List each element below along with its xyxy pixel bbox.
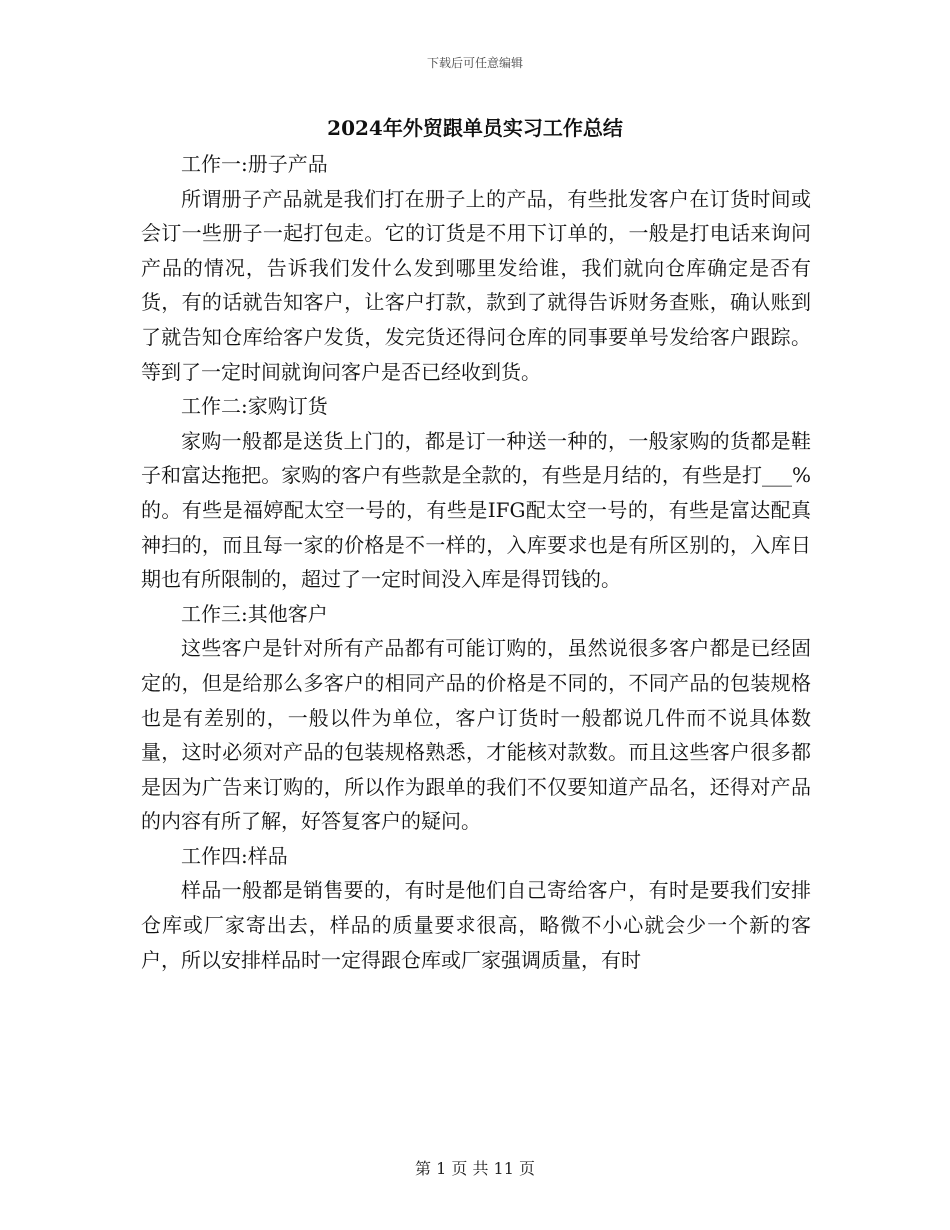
document-title: 2024年外贸跟单员实习工作总结 bbox=[327, 116, 623, 140]
section-heading-4: 工作四:样品 bbox=[181, 843, 288, 868]
section-heading-2: 工作二:家购订货 bbox=[181, 394, 328, 419]
page-number: 第 1 页 共 11 页 bbox=[415, 1159, 535, 1178]
section-heading-3: 工作三:其他客户 bbox=[181, 601, 328, 626]
header-note: 下载后可任意编辑 bbox=[426, 56, 523, 70]
body-paragraph-4: 样品一般都是销售要的，有时是他们自己寄给客户，有时是要我们安排仓库或厂家寄出去，样品的质量要求很高，略微不小心就会少一个新的客户，所以安排样品时一定得跟仓库或厂家强调质量，有时 bbox=[141, 878, 811, 972]
body-paragraph-3: 这些客户是针对所有产品都有可能订购的，虽然说很多客户都是已经固定的，但是给那么多客户的相同产品的价格是不同的，不同产品的包装规格也是有差别的，一般以件为单位，客户订货时一般都说几件而不说具体数量，这时必须对产品的包装规格熟悉，才能核对款数。而且这些客户很多都是因为广告来订购的，所以作为跟单的我们不仅要知道产品名，还得对产品的内容有所了解，好答复客户的疑问。 bbox=[141, 636, 811, 834]
body-paragraph-2: 家购一般都是送货上门的，都是订一种送一种的，一般家购的货都是鞋子和富达拖把。家购的客户有些款是全款的，有些是月结的，有些是打___%的。有些是福婷配太空一号的，有些是IFG配太空一号的，有些是富达配真神扫的，而且每一家的价格是不一样的，入库要求也是有所区别的，入库日期也有所限制的，超过了一定时间没入库是得罚钱的。 bbox=[141, 428, 811, 592]
document-body bbox=[141, 147, 811, 977]
body-paragraph-1: 所谓册子产品就是我们打在册子上的产品，有些批发客户在订货时间或会订一些册子一起打包走。它的订货是不用下订单的，一般是打电话来询问产品的情况，告诉我们发什么发到哪里发给谁，我们就向仓库确定是否有货，有的话就告知客户，让客户打款，款到了就得告诉财务查账，确认账到了就告知仓库给客户发货，发完货还得问仓库的同事要单号发给客户跟踪。等到了一定时间就询问客户是否已经收到货。 bbox=[141, 186, 811, 384]
section-heading-1: 工作一:册子产品 bbox=[181, 152, 328, 176]
